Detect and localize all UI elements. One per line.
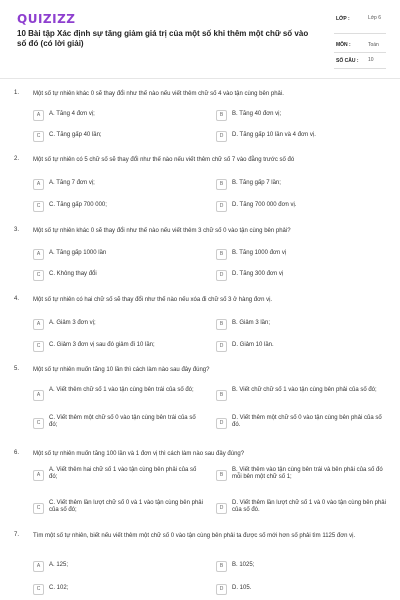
grade-value: Lớp 6: [368, 15, 382, 21]
question-number: 7.: [14, 532, 20, 538]
option-letter-box: C: [33, 131, 44, 142]
grade-label: LỚP :: [336, 16, 350, 22]
option-text: D. Tăng gấp 10 lần và 4 đơn vị.: [232, 132, 316, 138]
option-text: D. Giảm 10 lần.: [232, 342, 274, 348]
option-text: B. Tăng 40 đơn vị;: [232, 111, 282, 117]
meta-divider: [334, 68, 386, 69]
count-value: 10: [368, 57, 374, 63]
subject-value: Toán: [368, 42, 379, 48]
option-letter-box: A: [33, 179, 44, 190]
question-number: 1.: [14, 90, 20, 96]
option-letter-box: A: [33, 470, 44, 481]
question-text: Một số tự nhiên muốn tăng 10 lần thì cách làm nào sau đây đúng?: [33, 367, 210, 373]
option-letter-box: D: [216, 201, 227, 212]
option-letter-box: C: [33, 584, 44, 595]
page-title: 10 Bài tập Xác định sự tăng giảm giá trị của một số khi thêm một chữ số vào số đó (có lời giải): [17, 29, 309, 48]
option-letter-box: A: [33, 390, 44, 401]
option-text: C. Giảm 3 đơn vị sau đó giảm đi 10 lần;: [49, 342, 155, 348]
option-text: A. Tăng 7 đơn vị;: [49, 180, 95, 186]
option-letter-box: B: [216, 561, 227, 572]
option-text: B. Tăng gấp 7 lần;: [232, 180, 281, 186]
option-letter-box: D: [216, 503, 227, 514]
option-text: C. Tăng gấp 40 lần;: [49, 132, 102, 138]
option-letter-box: A: [33, 561, 44, 572]
quizizz-logo: QUIZIZZ: [17, 12, 76, 26]
option-text: D. 105.: [232, 585, 252, 591]
option-text: D. Tăng 700 000 đơn vị.: [232, 202, 297, 208]
option-letter-box: B: [216, 319, 227, 330]
option-text: B. Viết chữ chữ số 1 vào tận cùng bên phải của số đó;: [232, 387, 377, 393]
question-number: 3.: [14, 227, 20, 233]
option-letter-box: D: [216, 418, 227, 429]
question-text: Tìm một số tự nhiên, biết nếu viết thêm một chữ số 0 vào tận cùng bên phải ta được số mới hơn số phải tìm 1125 đơn vị.: [33, 533, 356, 539]
option-letter-box: D: [216, 341, 227, 352]
option-text: A. Viết thêm hai chữ số 1 vào tận cùng bên phải của số đó;: [49, 467, 197, 480]
option-letter-box: C: [33, 270, 44, 281]
option-letter-box: B: [216, 110, 227, 121]
subject-label: MÔN :: [336, 42, 351, 48]
worksheet-header: [0, 0, 400, 76]
option-text: A. 125;: [49, 562, 69, 568]
question-text: Một số tự nhiên muốn tăng 100 lần và 1 đơn vị thì cách làm nào sau đây đúng?: [33, 451, 245, 457]
question-number: 5.: [14, 366, 20, 372]
option-text: D. Viết thêm lần lượt chữ số 1 và 0 vào tận cùng bên phải của số đó.: [232, 500, 386, 513]
option-letter-box: B: [216, 390, 227, 401]
header-divider: [0, 78, 400, 79]
question-text: Một số tự nhiên khác 0 sẽ thay đổi như thế nào nếu viết thêm chữ số 4 vào tận cùng bên phải.: [33, 91, 284, 97]
question-number: 2.: [14, 156, 20, 162]
meta-divider: [334, 52, 386, 53]
option-letter-box: D: [216, 131, 227, 142]
option-text: A. Giảm 3 đơn vị;: [49, 320, 96, 326]
option-letter-box: C: [33, 341, 44, 352]
option-text: C. Không thay đổi: [49, 271, 97, 277]
option-letter-box: D: [216, 270, 227, 281]
option-letter-box: C: [33, 201, 44, 212]
question-text: Một số tự nhiên có 5 chữ số sẽ thay đổi như thế nào nếu viết thêm chữ số 7 vào đằng trước số đó: [33, 157, 295, 163]
question-text: Một số tự nhiên khác 0 sẽ thay đổi như thế nào nếu viết thêm 3 chữ số 0 vào tận cùng bên phải?: [33, 228, 291, 234]
option-text: C. Tăng gấp 700 000;: [49, 202, 107, 208]
option-letter-box: A: [33, 249, 44, 260]
option-text: A. Viết thêm chữ số 1 vào tận cùng bên trái của số đó;: [49, 387, 194, 393]
option-letter-box: D: [216, 584, 227, 595]
option-text: D. Tăng 300 đơn vị: [232, 271, 284, 277]
option-text: A. Tăng 4 đơn vị;: [49, 111, 95, 117]
question-number: 6.: [14, 450, 20, 456]
option-text: C. 102;: [49, 585, 69, 591]
option-text: B. Viết thêm vào tận cùng bên trái và bên phải của số đó mỗi bên một chữ số 1;: [232, 467, 383, 480]
option-text: B. Giảm 3 lần;: [232, 320, 271, 326]
question-number: 4.: [14, 296, 20, 302]
option-letter-box: B: [216, 179, 227, 190]
option-text: C. Viết thêm một chữ số 0 vào tận cùng bên trái của số đó;: [49, 415, 196, 428]
meta-divider: [334, 33, 386, 34]
question-text: Một số tự nhiên có hai chữ số sẽ thay đổi như thế nào nếu xóa đi chữ số 3 ở hàng đơn vị.: [33, 297, 273, 303]
option-letter-box: C: [33, 503, 44, 514]
option-letter-box: B: [216, 470, 227, 481]
option-letter-box: C: [33, 418, 44, 429]
option-letter-box: A: [33, 110, 44, 121]
option-letter-box: A: [33, 319, 44, 330]
option-text: A. Tăng gấp 1000 lần: [49, 250, 107, 256]
option-text: B. 1025;: [232, 562, 255, 568]
count-label: SỐ CÂU :: [336, 58, 359, 64]
option-letter-box: B: [216, 249, 227, 260]
option-text: D. Viết thêm một chữ số 0 vào tận cùng bên phải của số đó.: [232, 415, 382, 428]
option-text: C. Viết thêm lần lượt chữ số 0 và 1 vào tận cùng bên phải của số đó;: [49, 500, 203, 513]
option-text: B. Tăng 1000 đơn vị: [232, 250, 287, 256]
